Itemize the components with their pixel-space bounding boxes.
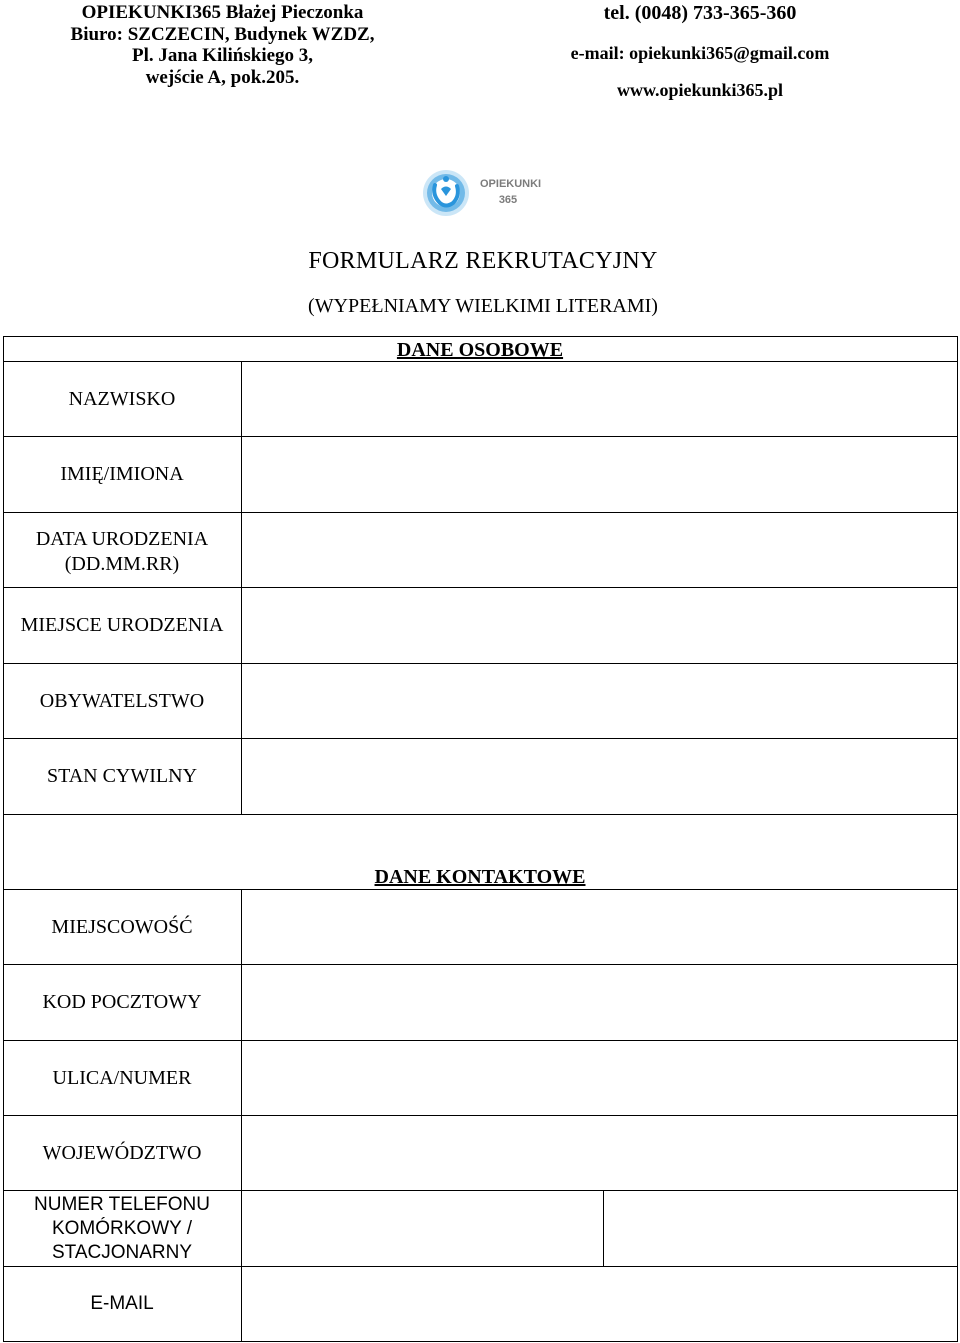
address-line-3: Pl. Jana Kilińskiego 3, [131,45,314,66]
label-phone-number: NUMER TELEFONU KOMÓRKOWY / STACJONARNY [34,1193,210,1263]
birth-date-field[interactable] [242,513,957,587]
company-logo [422,165,552,221]
label-voivodeship: WOJEWÓDZTWO [42,1141,202,1164]
phone-number: tel. (0048) 733-365-360 [603,2,797,24]
heart-hands-icon [422,165,474,221]
birth-place-field[interactable] [242,588,957,663]
label-first-names: IMIĘ/IMIONA [60,463,184,485]
row-line [3,814,958,815]
mobile-phone-field[interactable] [242,1191,603,1266]
marital-status-field[interactable] [242,739,957,814]
email-address[interactable]: e-mail: opiekunki365@gmail.com [570,43,830,63]
website-link[interactable]: www.opiekunki365.pl [616,80,784,100]
form-subtitle: (WYPEŁNIAMY WIELKIMI LITERAMI) [308,295,658,317]
voivodeship-field[interactable] [242,1116,957,1190]
address-line-1: OPIEKUNKI365 Błażej Pieczonka [81,2,364,23]
label-city: MIEJSCOWOŚĆ [51,915,193,938]
label-email: E-MAIL [90,1293,154,1314]
logo-wordmark [480,176,542,208]
city-field[interactable] [242,890,957,964]
section-contact-heading: DANE KONTAKTOWE [374,866,586,888]
label-street-number: ULICA/NUMER [52,1066,192,1089]
logo-line-2: 365 [498,194,518,206]
label-postal-code: KOD POCZTOWY [42,991,202,1013]
company-contacts [540,1,860,101]
row-line [3,1341,958,1342]
landline-phone-field[interactable] [604,1191,957,1266]
first-names-field[interactable] [242,437,957,512]
section-personal-heading: DANE OSOBOWE [396,339,564,361]
label-birth-place: MIEJSCE URODZENIA [20,614,224,636]
postal-code-field[interactable] [242,965,957,1040]
address-line-2: Biuro: SZCZECIN, Budynek WZDZ, [70,23,375,45]
label-surname: NAZWISKO [68,387,176,410]
logo-line-1: OPIEKUNKI [480,178,542,190]
row-line [3,336,958,337]
surname-field[interactable] [242,362,957,436]
form-title: FORMULARZ REKRUTACYJNY [308,248,658,274]
email-field[interactable] [242,1267,957,1341]
label-birth-date: DATA URODZENIA (DD.MM.RR) [35,528,209,575]
table-border-right [957,336,958,1342]
label-citizenship: OBYWATELSTWO [39,689,205,712]
address-line-4: wejście A, pok.205. [145,66,300,88]
street-number-field[interactable] [242,1041,957,1115]
company-address [50,2,395,88]
citizenship-field[interactable] [242,664,957,738]
label-marital-status: STAN CYWILNY [46,765,198,787]
